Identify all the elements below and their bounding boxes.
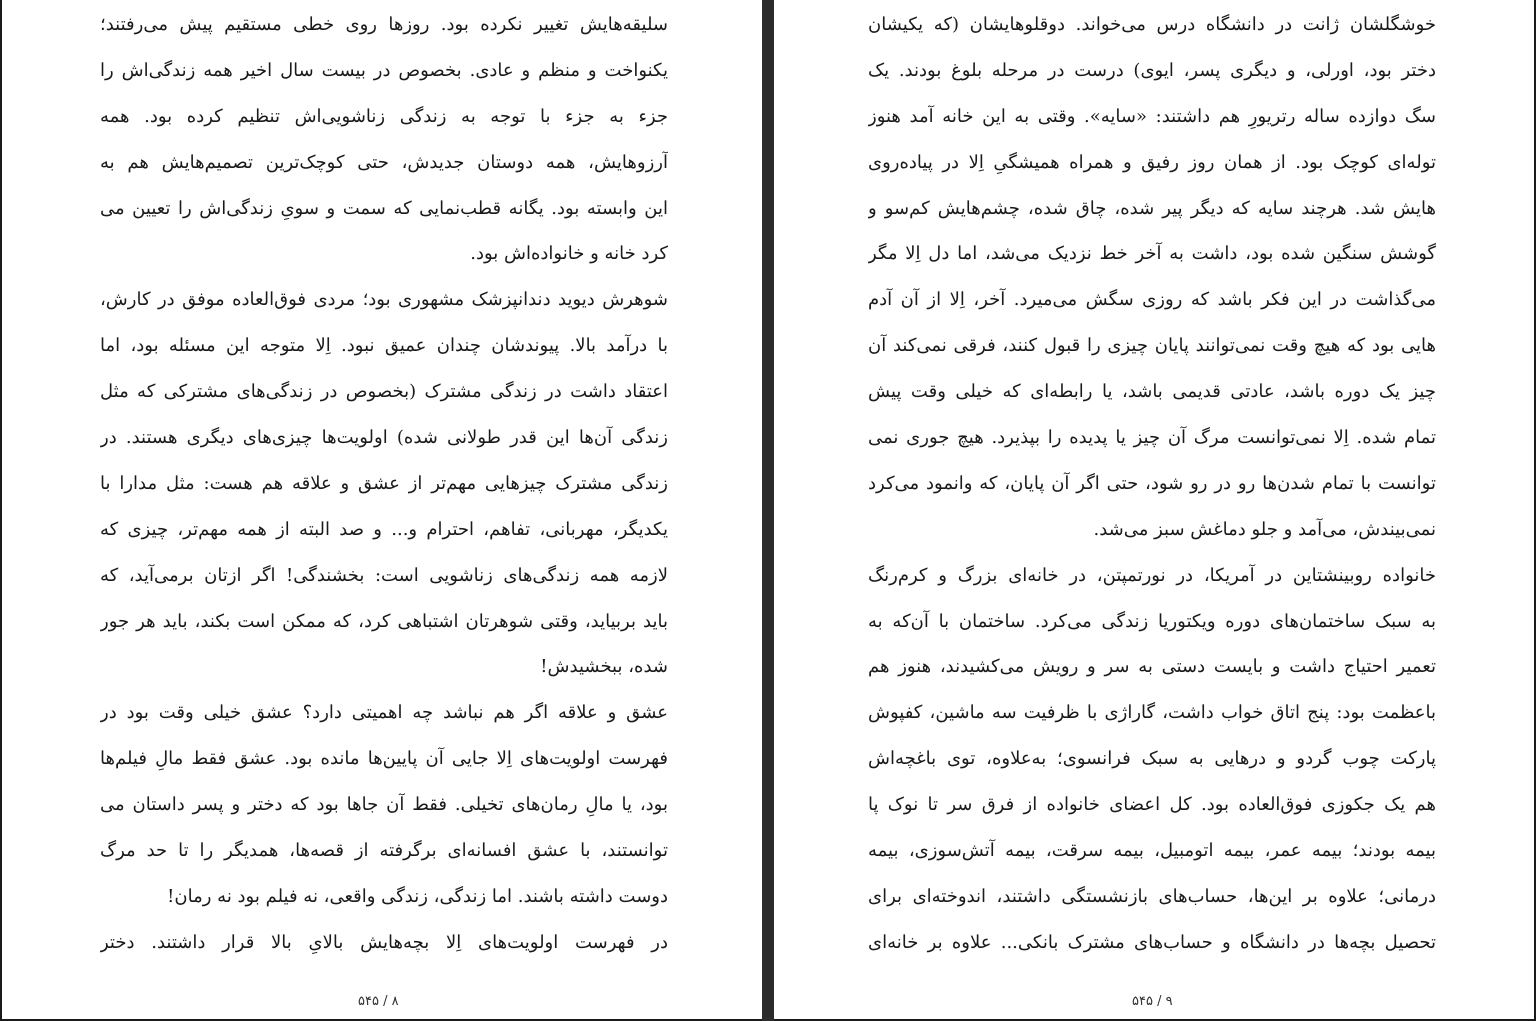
text-line: جزء به جزء با توجه به زندگی زناشویی‌اش تنظیم کرده بود. همه	[100, 105, 668, 127]
text-line: باعظمت بود: پنج اتاق خواب داشت، گاراژی با ظرفیت سه ماشین، کفپوش	[868, 702, 1436, 724]
text-line: درمانی؛ علاوه بر این‌ها، حساب‌های بازنشستگی داشتند، اندوخته‌ای برای	[868, 885, 1436, 907]
text-line: دختر بود، اورلی، و دیگری پسر، ایوی) درست در مرحله بلوغ بودند. یک	[868, 59, 1436, 81]
text-line: توله‌ای کوچک بود. از همان روز رفیق و همراه همیشگیِ اِلا در پیاده‌روی	[868, 151, 1436, 173]
text-line: نمی‌بیندش، می‌آمد و جلو دماغش سبز می‌شد.	[1093, 518, 1436, 540]
text-line: توانست با تمام شدن‌ها رو در رو شود، حتی اگر آن پایان، که وانمود می‌کرد	[868, 472, 1436, 494]
text-line: فهرست اولویت‌های اِلا جایی آن پایین‌ها مانده بود. عشق فقط مالِ فیلم‌ها	[100, 748, 668, 770]
text-line: زندگی آن‌ها این قدر طولانی شده) اولویت‌ها چیزی‌های دیگری هستند. در	[100, 427, 668, 449]
right-page	[774, 0, 1536, 1021]
text-line: پارکت چوب گردو و درهایی به سبک فرانسوی؛ به‌علاوه، توی باغچه‌اش	[868, 748, 1436, 770]
text-line: چیز یک دوره باشد، عادتی قدیمی باشد، یا رابطه‌ای که خیلی وقت پیش	[868, 381, 1436, 403]
text-line: اعتقاد داشت در زندگی مشترک (بخصوص در زندگی‌های مشترکی که مثل	[100, 381, 668, 403]
page-number: ۹ / ۵۴۵	[1132, 994, 1173, 1009]
text-line: عشق و علاقه اگر هم نباشد چه اهمیتی دارد؟ عشق خیلی وقت بود در	[100, 702, 668, 724]
text-line: هایی بود که هیچ وقت نمی‌توانند پایان چیزی را قبول کنند، فرقی نمی‌کند آن	[868, 335, 1436, 357]
text-line: شوهرش دیوید دندانپزشک مشهوری بود؛ مردی فوق‌العاده موفق در کارش،	[100, 289, 668, 311]
text-line: سلیقه‌هایش تغییر نکرده بود. روزها روی خطی مستقیم پیش می‌رفتند؛	[100, 14, 668, 35]
text-line: در فهرست اولویت‌های اِلا بچه‌هایش بالایِ بالا قرار داشتند. دختر	[100, 931, 668, 953]
text-line: باید بربیاید، وقتی شوهرتان اشتباهی کرد، که ممکن است بکند، باید هر جور	[100, 610, 668, 632]
text-line: دوست داشته باشند. اما زندگی، زندگی واقعی، نه فیلم بود نه رمان!	[167, 885, 668, 907]
text-line: آرزوهایش، همه دوستان جدیدش، حتی کوچک‌ترین تصمیم‌هایش هم به	[100, 151, 668, 173]
text-line: خانواده روبینشتاین در آمریکا، در نورتمپتن، در خانه‌ای بزرگ و کرم‌رنگ	[868, 564, 1436, 586]
book-gutter	[762, 0, 774, 1021]
left-page	[0, 0, 762, 1021]
text-line: خوشگلشان ژانت در دانشگاه درس می‌خواند. دوقلوهایشان (که یکیشان	[868, 14, 1436, 35]
text-line: بود، یا مالِ رمان‌های تخیلی. فقط آن جاها بود که دختر و پسر داستان می	[100, 794, 668, 816]
text-line: به سبک ساختمان‌های دوره ویکتوریا زندگی می‌کرد. ساختمان با آن‌که به	[868, 610, 1436, 632]
text-line: بیمه بودند؛ بیمه عمر، بیمه اتومبیل، بیمه سرقت، بیمه آتش‌سوزی، بیمه	[868, 840, 1436, 862]
text-line: کرد خانه و خانواده‌اش بود.	[470, 243, 668, 265]
text-line: لازمه همه زندگی‌های زناشویی است: بخشندگی! اگر ازتان برمی‌آید، که	[100, 564, 668, 586]
text-line: می‌گذاشت در این فکر باشد که روزی سگش می‌میرد. آخر، اِلا از آن آدم	[868, 289, 1436, 311]
text-line: سگ دوازده ساله رتریورِ هم داشتند: «سایه». وقتی به این خانه آمد هنوز	[868, 105, 1436, 127]
text-line: توانستند، با عشق افسانه‌ای برگرفته از قصه‌ها، همدیگر را تا حد مرگ	[100, 840, 668, 862]
text-line: هم یک جکوزی فوق‌العاده بود. کل اعضای خانواده از فرق سر تا نوک پا	[868, 794, 1436, 816]
text-line: گوشش سنگین شده بود، داشت به آخر خط نزدیک می‌شد، اما دل اِلا مگر	[868, 243, 1436, 265]
text-line: هایش شد. هرچند سایه که دیگر پیر شده، چاق شده، چشم‌هایش کم‌سو و	[868, 197, 1436, 219]
text-line: زندگی مشترک چیزهایی مهم‌تر از عشق و علاقه هم هست: مثل مدارا با	[100, 472, 668, 494]
text-line: شده، ببخشیدش!	[540, 656, 668, 678]
text-line: تمام شده. اِلا نمی‌توانست مرگ آن چیز یا پدیده را بپذیرد. هیچ جوری نمی	[868, 427, 1436, 449]
text-line: تحصیل بچه‌ها در دانشگاه و حساب‌های مشترک بانکی... علاوه بر خانه‌ای	[868, 931, 1436, 953]
page-number: ۸ / ۵۴۵	[358, 994, 399, 1009]
text-line: این وابسته بود. یگانه قطب‌نمایی که سمت و سویِ زندگی‌اش را تعیین می	[100, 197, 668, 219]
text-line: تعمیر احتیاج داشت و بایست دستی به سر و رویش می‌کشیدند، هنوز هم	[868, 656, 1436, 678]
text-line: یکنواخت و منظم و عادی. بخصوص در بیست سال اخیر همه زندگی‌اش را	[100, 59, 668, 81]
text-line: با درآمد بالا. پیوندشان چندان عمیق نبود. اِلا متوجه این مسئله بود، اما	[100, 335, 668, 357]
text-line: یکدیگر، مهربانی، تفاهم، احترام و... و صد البته از همه مهم‌تر، چیزی که	[100, 518, 668, 540]
right-page-text	[868, 2, 1436, 966]
left-page-text	[100, 2, 668, 966]
